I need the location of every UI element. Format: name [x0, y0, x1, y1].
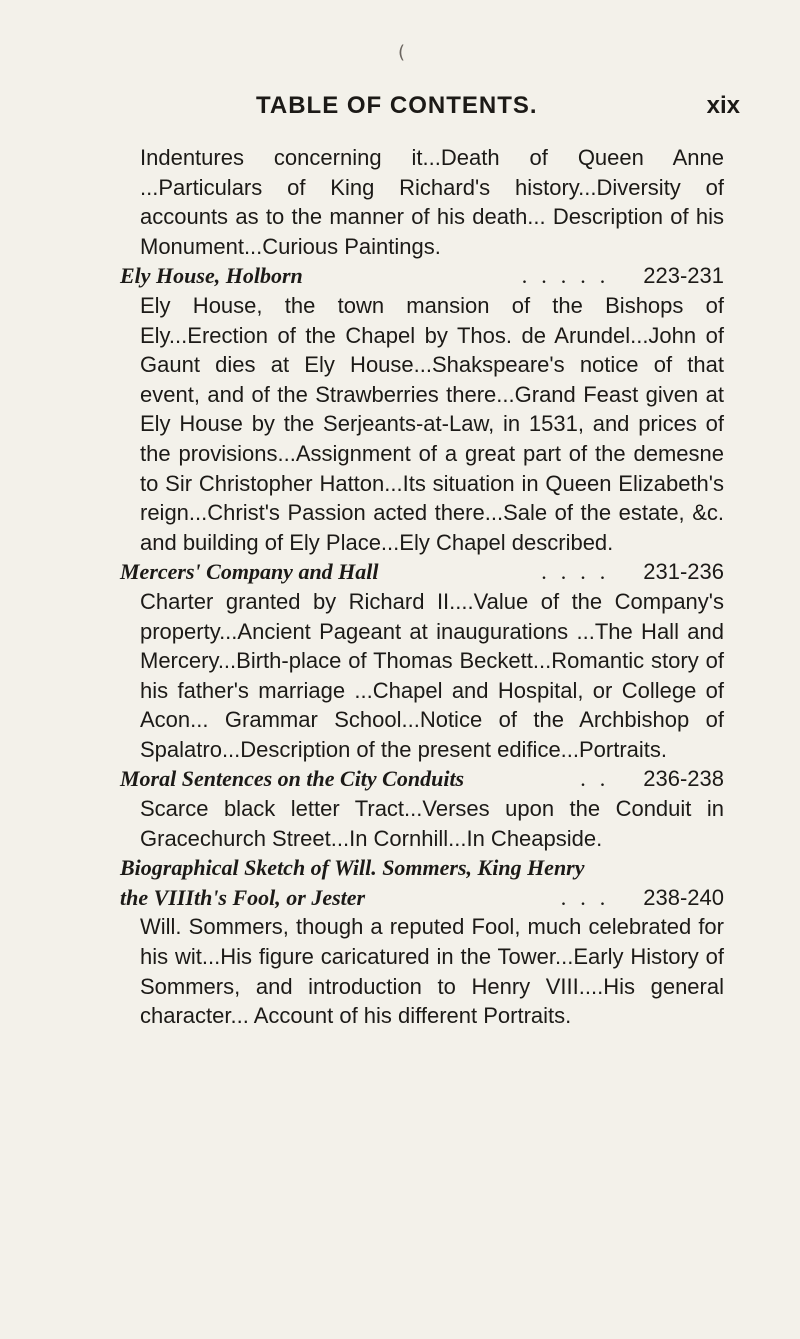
entry-heading [120, 557, 724, 587]
entry-heading [120, 853, 724, 912]
leader-dots: ..... [521, 263, 620, 289]
entry-heading [120, 764, 724, 794]
leader-dots: .... [541, 559, 620, 585]
entry-title-continued: the VIIIth's Fool, or Jester [120, 884, 366, 910]
page-number: xix [706, 92, 740, 119]
entry-title: Mercers' Company and Hall [120, 559, 379, 585]
entry-pages: 231-236 [643, 559, 724, 585]
entry-pages: 238-240 [643, 884, 724, 910]
toc-entry-mercers [120, 557, 724, 764]
entry-heading [120, 261, 724, 291]
entry-title: Biographical Sketch of Will. Sommers, King Henry [120, 855, 585, 881]
toc-entry-ely-house [120, 261, 724, 557]
entry-title: Moral Sentences on the City Conduits [120, 766, 465, 792]
entry-description: Scarce black letter Tract...Verses upon the Conduit in Gracechurch Street...In Cornhill...In Cheapside. [140, 796, 724, 851]
entry-pages: 223-231 [643, 263, 724, 289]
entry-pages: 236-238 [643, 766, 724, 792]
margin-mark: ( [398, 42, 406, 63]
entry-description: Will. Sommers, though a reputed Fool, much celebrated for his wit...His figure caricatured in the Tower...Early History of Sommers, and introduction to Henry VIII....His general character... Account of his different Portraits. [140, 914, 724, 1029]
contents-body [120, 143, 724, 1031]
toc-entry-conduits [120, 764, 724, 853]
entry-description: Charter granted by Richard II....Value of the Company's property...Ancient Pageant at inaugurations ...The Hall and Mercery...Birth-place of Thomas Beckett...Romantic story of his father's marriage ...Chapel and Hospital, or College of Acon... Grammar School...Notice of the Archbishop of Spalatro...Description of the present edifice...Portraits. [140, 588, 724, 762]
entry-title: Ely House, Holborn [120, 263, 303, 289]
leader-dots: .. [580, 766, 620, 792]
running-head [256, 92, 740, 128]
entry-title-line-2 [120, 883, 724, 913]
toc-entry-will-sommers [120, 853, 724, 1031]
leader-dots: ... [560, 884, 620, 910]
running-head-title: TABLE OF CONTENTS. [256, 92, 538, 119]
intro-description: Indentures concerning it...Death of Queen Anne ...Particulars of King Richard's history...Diversity of accounts as to the manner of his death... Description of his Monument...Curious Paintings. [140, 145, 724, 259]
entry-title-line-1 [120, 853, 724, 883]
entry-description: Ely House, the town mansion of the Bishops of Ely...Erection of the Chapel by Thos. de Arundel...John of Gaunt dies at Ely House...Shakspeare's notice of that event, and of the Strawberries there...Grand Feast given at Ely House by the Serjeants-at-Law, in 1531, and prices of the provisions...Assignment of a great part of the demesne to Sir Christopher Hatton...Its situation in Queen Elizabeth's reign...Christ's Passion acted there...Sale of the estate, &c. and building of Ely Place...Ely Chapel described. [140, 292, 724, 555]
